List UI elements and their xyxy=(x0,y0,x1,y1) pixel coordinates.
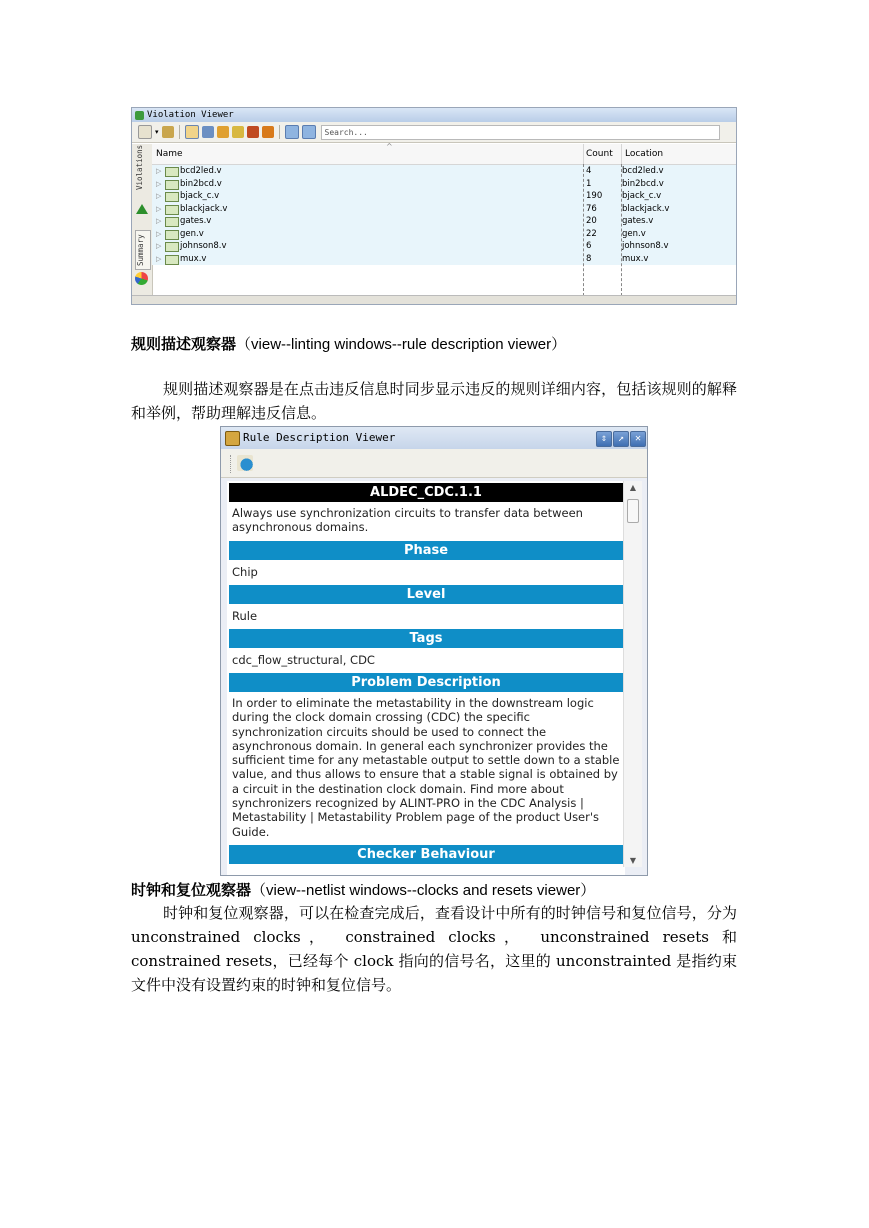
violation-count: 8 xyxy=(586,253,592,264)
violation-viewer-titlebar xyxy=(132,108,736,122)
section2-path: （view--netlist windows--clocks and resets viewer） xyxy=(251,882,596,899)
tags-value: cdc_flow_structural, CDC xyxy=(232,653,375,667)
phase-header: Phase xyxy=(229,541,623,560)
separator xyxy=(279,125,280,139)
level-header: Level xyxy=(229,585,623,604)
new-file-icon[interactable] xyxy=(138,125,152,139)
file-name: blackjack.v xyxy=(180,203,228,214)
scroll-up-icon[interactable]: ▲ xyxy=(629,483,637,492)
table-row[interactable] xyxy=(152,178,736,191)
column-count[interactable]: Count xyxy=(586,149,613,159)
section1-heading-line xyxy=(131,333,566,356)
pin-button[interactable]: ⇕ xyxy=(596,431,612,447)
rule-viewer-titlebar xyxy=(221,427,647,449)
warning-icon[interactable] xyxy=(247,126,259,138)
scroll-thumb[interactable] xyxy=(627,499,639,523)
file-location: gen.v xyxy=(622,228,646,239)
section1-heading: 规则描述观察器 xyxy=(131,335,237,353)
refresh-icon[interactable] xyxy=(237,455,253,471)
tree-icon[interactable] xyxy=(202,126,214,138)
violation-viewer-title: Violation Viewer xyxy=(147,110,234,120)
violation-viewer-toolbar xyxy=(132,122,736,143)
column-divider xyxy=(583,164,584,296)
rule-id-header: ALDEC_CDC.1.1 xyxy=(229,483,623,502)
tab-summary[interactable]: Summary xyxy=(135,230,151,270)
restore-button[interactable]: ↗ xyxy=(613,431,629,447)
separator xyxy=(179,125,180,139)
expand-icon[interactable]: ▷ xyxy=(156,179,162,188)
tags-header: Tags xyxy=(229,629,623,648)
edit-icon[interactable] xyxy=(162,126,174,138)
violation-count: 6 xyxy=(586,241,592,251)
filter-apply-icon[interactable] xyxy=(285,125,299,139)
expand-icon[interactable]: ▷ xyxy=(156,167,162,175)
violation-table xyxy=(152,144,736,296)
problem-description-text: In order to eliminate the metastability in the downstream logic during the clock domain crossing (CDC) the specific synchronization circuits should be used to connect the asynchronous domain. In general each synchronizer provides the sufficient time for any metastable output to settle down to a stable value, and thus allows to ensure that a stable signal is obtained by a circuit in the destination clock domain. Find more about synchronizers recognized by ALINT-PRO in the CDC Analysis | Metastability | Metastability Problem page of the product User's Guide. xyxy=(232,696,620,839)
table-row[interactable] xyxy=(152,203,736,216)
expand-icon[interactable]: ▷ xyxy=(156,204,162,213)
file-name: mux.v xyxy=(180,253,207,264)
file-location: bin2bcd.v xyxy=(622,178,664,189)
sort-indicator-icon: ^ xyxy=(386,142,393,151)
summary-pie-icon[interactable] xyxy=(135,272,148,285)
verilog-file-icon xyxy=(165,167,179,177)
table-row[interactable] xyxy=(152,165,736,178)
verilog-file-icon xyxy=(165,242,179,252)
filter-clear-icon[interactable] xyxy=(302,125,316,139)
table-row[interactable] xyxy=(152,253,736,266)
expand-icon[interactable]: ▷ xyxy=(156,217,162,225)
file-location: blackjack.v xyxy=(622,203,670,214)
rule-summary: Always use synchronization circuits to transfer data between asynchronous domains. xyxy=(232,506,583,535)
app-icon xyxy=(135,111,144,120)
verilog-file-icon xyxy=(165,230,179,240)
verilog-file-icon xyxy=(165,217,179,227)
report-icon[interactable] xyxy=(217,126,229,138)
violation-viewer-side-tabs xyxy=(132,144,153,296)
violation-count: 20 xyxy=(586,216,597,226)
rule-viewer-toolbar xyxy=(221,449,647,478)
section2-heading-line xyxy=(131,879,595,902)
scroll-down-icon[interactable]: ▼ xyxy=(629,856,637,865)
table-row[interactable] xyxy=(152,190,736,203)
violation-icon[interactable] xyxy=(136,204,148,214)
violation-viewer-window xyxy=(131,107,737,305)
table-row[interactable] xyxy=(152,240,736,253)
checker-behaviour-header: Checker Behaviour xyxy=(229,845,623,864)
expand-icon[interactable]: ▷ xyxy=(156,229,162,238)
dropdown-icon[interactable]: ▾ xyxy=(155,128,159,136)
problem-description-header: Problem Description xyxy=(229,673,623,692)
phase-value: Chip xyxy=(232,565,258,579)
violation-count: 1 xyxy=(586,178,592,189)
file-name: johnson8.v xyxy=(180,241,227,251)
close-button[interactable]: ✕ xyxy=(630,431,646,447)
tab-violations[interactable]: Violations xyxy=(135,144,144,190)
section1-body: 规则描述观察器是在点击违反信息时同步显示违反的规则详细内容，包括该规则的解释和举例，帮助理解违反信息。 xyxy=(131,380,737,422)
table-header xyxy=(152,144,736,165)
rule-viewer-title: Rule Description Viewer xyxy=(243,431,396,444)
bottom-tabs xyxy=(132,295,736,304)
table-body xyxy=(152,165,736,265)
level-value: Rule xyxy=(232,609,258,623)
column-location[interactable]: Location xyxy=(625,149,664,159)
expand-icon[interactable]: ▷ xyxy=(156,242,162,250)
file-location: bcd2led.v xyxy=(622,166,664,176)
file-name: bcd2led.v xyxy=(180,166,222,176)
rule-description-viewer-window xyxy=(220,426,648,876)
column-divider xyxy=(621,164,622,296)
file-location: johnson8.v xyxy=(622,241,669,251)
column-name[interactable]: Name xyxy=(156,149,183,159)
section2-heading: 时钟和复位观察器 xyxy=(131,881,252,899)
verilog-file-icon xyxy=(165,192,179,202)
file-location: gates.v xyxy=(622,216,654,226)
file-name: gen.v xyxy=(180,228,204,239)
violation-count: 76 xyxy=(586,203,597,214)
search-input[interactable]: Search... xyxy=(321,125,720,140)
expand-icon[interactable]: ▷ xyxy=(156,192,162,200)
file-name: bjack_c.v xyxy=(180,191,220,201)
filter-icon[interactable] xyxy=(262,126,274,138)
rule-viewer-scrollbar[interactable] xyxy=(623,481,642,867)
expand-icon[interactable]: ▷ xyxy=(156,254,162,263)
group-by-file-icon[interactable] xyxy=(185,125,199,139)
table-row[interactable] xyxy=(152,215,736,228)
toolbar-grip xyxy=(230,455,232,473)
chart-icon[interactable] xyxy=(232,126,244,138)
rule-content xyxy=(227,481,625,875)
rule-viewer-app-icon xyxy=(225,431,240,446)
section2-body: 时钟和复位观察器，可以在检查完成后，查看设计中所有的时钟信号和复位信号，分为 unconstrained clocks， constrained clocks， unconstrained resets 和 constrained resets，已经每个 clock 指向的信号名，这里的 unconstrainted 是指约束文件中没有设置约束的时钟和复位信号。 xyxy=(131,904,737,994)
violation-count: 4 xyxy=(586,166,592,176)
file-location: mux.v xyxy=(622,253,649,264)
verilog-file-icon xyxy=(165,180,179,190)
verilog-file-icon xyxy=(165,205,179,215)
file-location: bjack_c.v xyxy=(622,191,662,201)
table-row[interactable] xyxy=(152,228,736,241)
section1-path: （view--linting windows--rule description viewer） xyxy=(236,336,567,353)
violation-count: 190 xyxy=(586,191,603,201)
verilog-file-icon xyxy=(165,255,179,265)
file-name: bin2bcd.v xyxy=(180,178,222,189)
file-name: gates.v xyxy=(180,216,212,226)
violation-count: 22 xyxy=(586,228,597,239)
